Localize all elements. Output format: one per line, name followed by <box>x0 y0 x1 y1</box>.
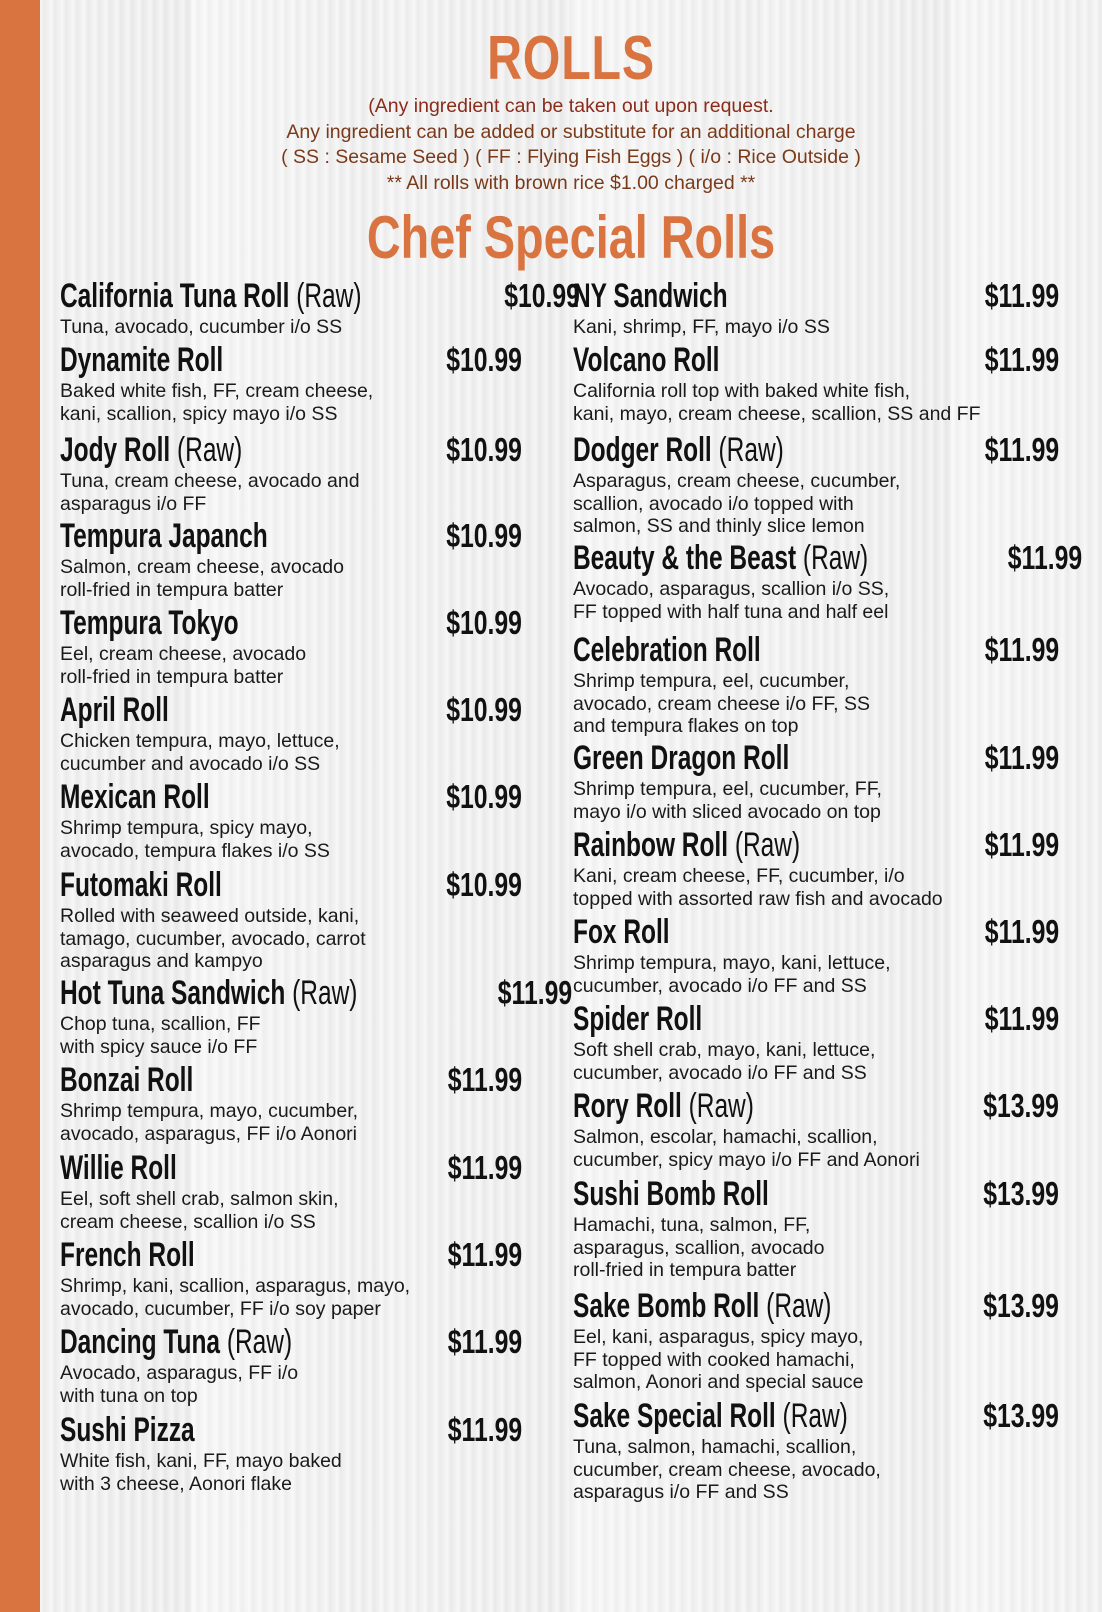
menu-item-price: $10.99 <box>446 778 522 815</box>
menu-item-name <box>573 1286 831 1326</box>
menu-item-description: topped with assorted raw fish and avocado <box>573 887 943 910</box>
menu-item-price: $13.99 <box>983 1175 1059 1212</box>
menu-item-name <box>60 690 169 730</box>
menu-item-description: with 3 cheese, Aonori flake <box>60 1472 292 1495</box>
raw-tag: (Raw) <box>292 974 358 1012</box>
menu-item-header <box>60 1410 522 1450</box>
menu-item-price: $13.99 <box>983 1397 1059 1434</box>
menu-item-price: $11.99 <box>984 913 1059 950</box>
menu-item-price: $10.99 <box>446 517 522 554</box>
note-line-4: ** All rolls with brown rice $1.00 charged ** <box>386 171 756 194</box>
menu-item-name <box>573 825 800 865</box>
menu-header <box>40 24 1102 272</box>
menu-item-header <box>60 690 522 730</box>
menu-item-price: $10.99 <box>446 691 522 728</box>
menu-item <box>60 603 522 688</box>
menu-item <box>60 1410 522 1495</box>
menu-item-name <box>573 738 789 778</box>
menu-item-name <box>60 1322 292 1362</box>
menu-item-header <box>573 738 1059 778</box>
menu-item-description: avocado, cucumber, FF i/o soy paper <box>60 1297 381 1320</box>
menu-item-title: Rainbow Roll <box>573 826 729 864</box>
menu-item-description: Shrimp tempura, mayo, cucumber, <box>60 1100 359 1122</box>
menu-item-price: $11.99 <box>447 1411 522 1448</box>
menu-item-price: $11.99 <box>497 974 573 1011</box>
menu-item-name <box>60 1235 195 1275</box>
menu-item-description: and tempura flakes on top <box>573 715 799 737</box>
menu-item-description: Chicken tempura, mayo, lettuce, <box>60 730 340 752</box>
raw-tag: (Raw) <box>296 277 362 315</box>
menu-item-header <box>60 865 522 905</box>
menu-item-header <box>60 973 573 1013</box>
menu-item-title: Dynamite Roll <box>60 341 224 379</box>
menu-item-description: avocado, cream cheese i/o FF, SS <box>573 692 870 715</box>
menu-item <box>573 430 1059 538</box>
menu-item-name <box>573 999 702 1039</box>
menu-item-name <box>573 912 670 952</box>
menu-item-price: $10.99 <box>446 341 522 378</box>
menu-item <box>573 1086 1059 1171</box>
menu-item-description: asparagus i/o FF <box>60 492 207 515</box>
menu-item-title: Hot Tuna Sandwich <box>60 974 286 1012</box>
menu-item-description: California roll top with baked white fish, <box>573 380 911 402</box>
menu-item-title: Sake Special Roll <box>573 1397 776 1435</box>
menu-item-description: Salmon, cream cheese, avocado <box>60 556 344 578</box>
menu-item-title: Jody Roll <box>60 431 171 469</box>
menu-item-header <box>573 1174 1059 1214</box>
menu-item-header <box>573 1286 1059 1326</box>
menu-item-title: Bonzai Roll <box>60 1061 194 1099</box>
menu-item-price: $11.99 <box>984 631 1059 668</box>
menu-item <box>573 630 1059 738</box>
menu-item-description: mayo i/o with sliced avocado on top <box>573 800 881 823</box>
menu-item-title: Beauty & the Beast <box>573 539 797 577</box>
menu-item-description: Avocado, asparagus, FF i/o <box>60 1362 299 1384</box>
menu-item-description: Eel, cream cheese, avocado <box>60 643 307 665</box>
menu-item-title: French Roll <box>60 1236 195 1274</box>
menu-item-header <box>60 603 522 643</box>
page-title: ROLLS <box>487 24 655 93</box>
menu-item-header <box>60 1235 522 1275</box>
menu-item-header <box>573 340 1059 380</box>
section-title: Chef Special Rolls <box>366 204 776 271</box>
menu-item-header <box>60 1148 522 1188</box>
menu-item-header <box>60 340 522 380</box>
menu-item-name <box>573 1396 848 1436</box>
menu-item-description: Eel, kani, asparagus, spicy mayo, <box>573 1326 864 1348</box>
menu-item-description: Shrimp tempura, spicy mayo, <box>60 817 313 839</box>
menu-item-price: $13.99 <box>983 1287 1059 1324</box>
menu-item-name <box>573 276 728 316</box>
menu-item-name <box>60 340 223 380</box>
menu-item-description: kani, scallion, spicy mayo i/o SS <box>60 402 338 425</box>
menu-item-header <box>573 630 1059 670</box>
raw-tag: (Raw) <box>782 1397 848 1435</box>
menu-item-title: California Tuna Roll <box>60 277 290 315</box>
menu-item <box>573 738 1059 823</box>
raw-tag: (Raw) <box>176 431 243 469</box>
menu-item-header <box>573 538 1083 578</box>
menu-item-description: roll-fried in tempura batter <box>60 578 284 601</box>
menu-item-price: $10.99 <box>446 866 522 903</box>
menu-item-description: FF topped with cooked hamachi, <box>573 1348 855 1371</box>
menu-item-description: Asparagus, cream cheese, cucumber, <box>573 470 901 492</box>
menu-item-description: with tuna on top <box>60 1384 198 1407</box>
menu-item-description: roll-fried in tempura batter <box>573 1259 797 1281</box>
menu-item <box>573 912 1059 997</box>
menu-item-price: $11.99 <box>984 341 1059 378</box>
menu-item-header <box>573 430 1059 470</box>
menu-item <box>60 690 522 775</box>
note-line-3: ( SS : Sesame Seed ) ( FF : Flying Fish Eggs ) ( i/o : Rice Outside ) <box>281 146 861 168</box>
menu-item-header <box>60 777 522 817</box>
menu-item <box>60 1148 522 1233</box>
menu-item-title: Rory Roll <box>573 1087 682 1125</box>
menu-item-description: Tuna, salmon, hamachi, scallion, <box>573 1436 857 1458</box>
menu-item-header <box>60 276 580 316</box>
menu-item-header <box>573 825 1059 865</box>
menu-item-description: Tuna, cream cheese, avocado and <box>60 470 360 492</box>
menu-item-description: asparagus and kampyo <box>60 950 263 972</box>
menu-item-name <box>60 973 357 1013</box>
menu-item-name <box>573 1174 769 1214</box>
menu-item-header <box>573 1086 1059 1126</box>
menu-item <box>60 276 580 339</box>
menu-item <box>60 777 522 862</box>
menu-item <box>60 516 522 601</box>
menu-item-title: Celebration Roll <box>573 631 761 669</box>
menu-item-description: Tuna, avocado, cucumber i/o SS <box>60 316 343 338</box>
menu-item <box>60 430 522 515</box>
menu-item-description: Kani, cream cheese, FF, cucumber, i/o <box>573 865 905 887</box>
menu-item-description: cream cheese, scallion i/o SS <box>60 1210 316 1233</box>
menu-item-price: $10.99 <box>446 604 522 641</box>
menu-item-description: avocado, tempura flakes i/o SS <box>60 839 330 862</box>
menu-item-header <box>60 1060 522 1100</box>
menu-item-title: Tempura Tokyo <box>60 604 239 642</box>
menu-item-description: Avocado, asparagus, scallion i/o SS, <box>573 578 890 600</box>
menu-item-name <box>60 1148 177 1188</box>
menu-item-description: asparagus, scallion, avocado <box>573 1236 825 1259</box>
raw-tag: (Raw) <box>718 431 784 469</box>
menu-item-price: $11.99 <box>984 1000 1059 1037</box>
raw-tag: (Raw) <box>688 1087 754 1125</box>
raw-tag: (Raw) <box>766 1287 832 1325</box>
menu-item-name <box>60 777 210 817</box>
menu-item-header <box>60 1322 522 1362</box>
menu-item-header <box>60 516 522 556</box>
menu-item-header <box>573 276 1059 316</box>
menu-item-name <box>60 865 222 905</box>
menu-item <box>573 1174 1059 1282</box>
menu-item-description: FF topped with half tuna and half eel <box>573 600 889 623</box>
menu-item-description: Chop tuna, scallion, FF <box>60 1013 261 1035</box>
menu-item-description: Shrimp tempura, mayo, kani, lettuce, <box>573 952 891 974</box>
menu-item <box>60 973 573 1058</box>
menu-item-price: $11.99 <box>447 1061 522 1098</box>
menu-item-name <box>573 340 719 380</box>
menu-item-description: Soft shell crab, mayo, kani, lettuce, <box>573 1039 876 1061</box>
menu-item-price: $11.99 <box>447 1323 522 1360</box>
menu-item-price: $11.99 <box>984 277 1059 314</box>
menu-item-title: NY Sandwich <box>573 277 728 315</box>
menu-item-description: salmon, Aonori and special sauce <box>573 1371 864 1393</box>
menu-item-description: cucumber, cream cheese, avocado, <box>573 1458 881 1481</box>
menu-item-name <box>60 1060 193 1100</box>
menu-item-description: roll-fried in tempura batter <box>60 665 284 688</box>
menu-item-price: $13.99 <box>983 1087 1059 1124</box>
menu-item-price: $11.99 <box>984 431 1059 468</box>
menu-item <box>60 1235 522 1320</box>
menu-item <box>573 1396 1059 1504</box>
menu-item-description: with spicy sauce i/o FF <box>60 1035 258 1058</box>
menu-item-description: Shrimp, kani, scallion, asparagus, mayo, <box>60 1275 411 1297</box>
menu-item-title: Dodger Roll <box>573 431 712 469</box>
menu-item-title: Green Dragon Roll <box>573 739 790 777</box>
menu-item <box>573 340 1059 425</box>
menu-item <box>573 276 1059 339</box>
menu-item-name <box>573 538 868 578</box>
menu-item-title: Spider Roll <box>573 1000 703 1038</box>
menu-item-description: Kani, shrimp, FF, mayo i/o SS <box>573 316 830 338</box>
menu-item-price: $10.99 <box>446 431 522 468</box>
menu-item-description: avocado, asparagus, FF i/o Aonori <box>60 1122 358 1145</box>
menu-item-header <box>60 430 522 470</box>
menu-item <box>573 1286 1059 1394</box>
menu-item-name <box>573 630 761 670</box>
menu-item-title: Volcano Roll <box>573 341 720 379</box>
menu-item-header <box>573 1396 1059 1436</box>
menu-item-price: $11.99 <box>984 739 1059 776</box>
menu-item-description: Baked white fish, FF, cream cheese, <box>60 380 374 402</box>
menu-item-title: April Roll <box>60 691 169 729</box>
menu-item-header <box>573 912 1059 952</box>
side-accent-bar <box>0 0 40 1612</box>
menu-item-name <box>573 430 784 470</box>
menu-item-description: cucumber, spicy mayo i/o FF and Aonori <box>573 1148 920 1171</box>
menu-item <box>60 1060 522 1145</box>
menu-item-price: $11.99 <box>447 1236 522 1273</box>
menu-item-price: $10.99 <box>503 277 580 314</box>
menu-item-description: kani, mayo, cream cheese, scallion, SS and FF <box>573 402 981 425</box>
menu-item-description: White fish, kani, FF, mayo baked <box>60 1450 342 1472</box>
menu-item-description: scallion, avocado i/o topped with <box>573 492 854 515</box>
menu-item-name <box>60 1410 195 1450</box>
menu-item-title: Sushi Pizza <box>60 1411 195 1449</box>
menu-item-description: cucumber, avocado i/o FF and SS <box>573 974 867 997</box>
menu-item-title: Futomaki Roll <box>60 866 222 904</box>
menu-item-price: $11.99 <box>447 1149 522 1186</box>
menu-item-title: Sake Bomb Roll <box>573 1287 760 1325</box>
menu-item-price: $11.99 <box>1007 539 1083 576</box>
menu-item <box>60 340 522 425</box>
menu-item-name <box>60 516 268 556</box>
menu-item-description: Rolled with seaweed outside, kani, <box>60 905 360 927</box>
menu-item-header <box>573 999 1059 1039</box>
menu-item-description: Eel, soft shell crab, salmon skin, <box>60 1188 339 1210</box>
menu-item-description: salmon, SS and thinly slice lemon <box>573 515 865 537</box>
menu-item-description: cucumber, avocado i/o FF and SS <box>573 1061 867 1084</box>
menu-item-name <box>60 276 361 316</box>
menu-item-description: asparagus i/o FF and SS <box>573 1481 789 1503</box>
menu-item-name <box>573 1086 754 1126</box>
menu-item-title: Tempura Japanch <box>60 517 268 555</box>
menu-item-title: Fox Roll <box>573 913 670 951</box>
menu-item-description: Shrimp tempura, eel, cucumber, FF, <box>573 778 882 800</box>
menu-item <box>573 999 1059 1084</box>
note-line-2: Any ingredient can be added or substitute for an additional charge <box>286 120 856 143</box>
raw-tag: (Raw) <box>734 826 801 864</box>
menu-item-description: cucumber and avocado i/o SS <box>60 752 321 775</box>
raw-tag: (Raw) <box>226 1323 293 1361</box>
menu-item-price: $11.99 <box>984 826 1059 863</box>
menu-item-description: Hamachi, tuna, salmon, FF, <box>573 1214 811 1236</box>
menu-item <box>573 825 1059 910</box>
menu-item-description: tamago, cucumber, avocado, carrot <box>60 927 366 950</box>
menu-item <box>60 865 522 973</box>
menu-item-title: Willie Roll <box>60 1149 177 1187</box>
menu-item-title: Mexican Roll <box>60 778 210 816</box>
menu-item-description: Salmon, escolar, hamachi, scallion, <box>573 1126 878 1148</box>
raw-tag: (Raw) <box>802 539 869 577</box>
menu-item-description: Shrimp tempura, eel, cucumber, <box>573 670 850 692</box>
menu-item-title: Sushi Bomb Roll <box>573 1175 769 1213</box>
note-line-1: (Any ingredient can be taken out upon request. <box>368 95 774 117</box>
menu-item <box>573 538 1083 623</box>
menu-item <box>60 1322 522 1407</box>
menu-item-name <box>60 430 242 470</box>
menu-item-title: Dancing Tuna <box>60 1323 221 1361</box>
menu-item-name <box>60 603 239 643</box>
